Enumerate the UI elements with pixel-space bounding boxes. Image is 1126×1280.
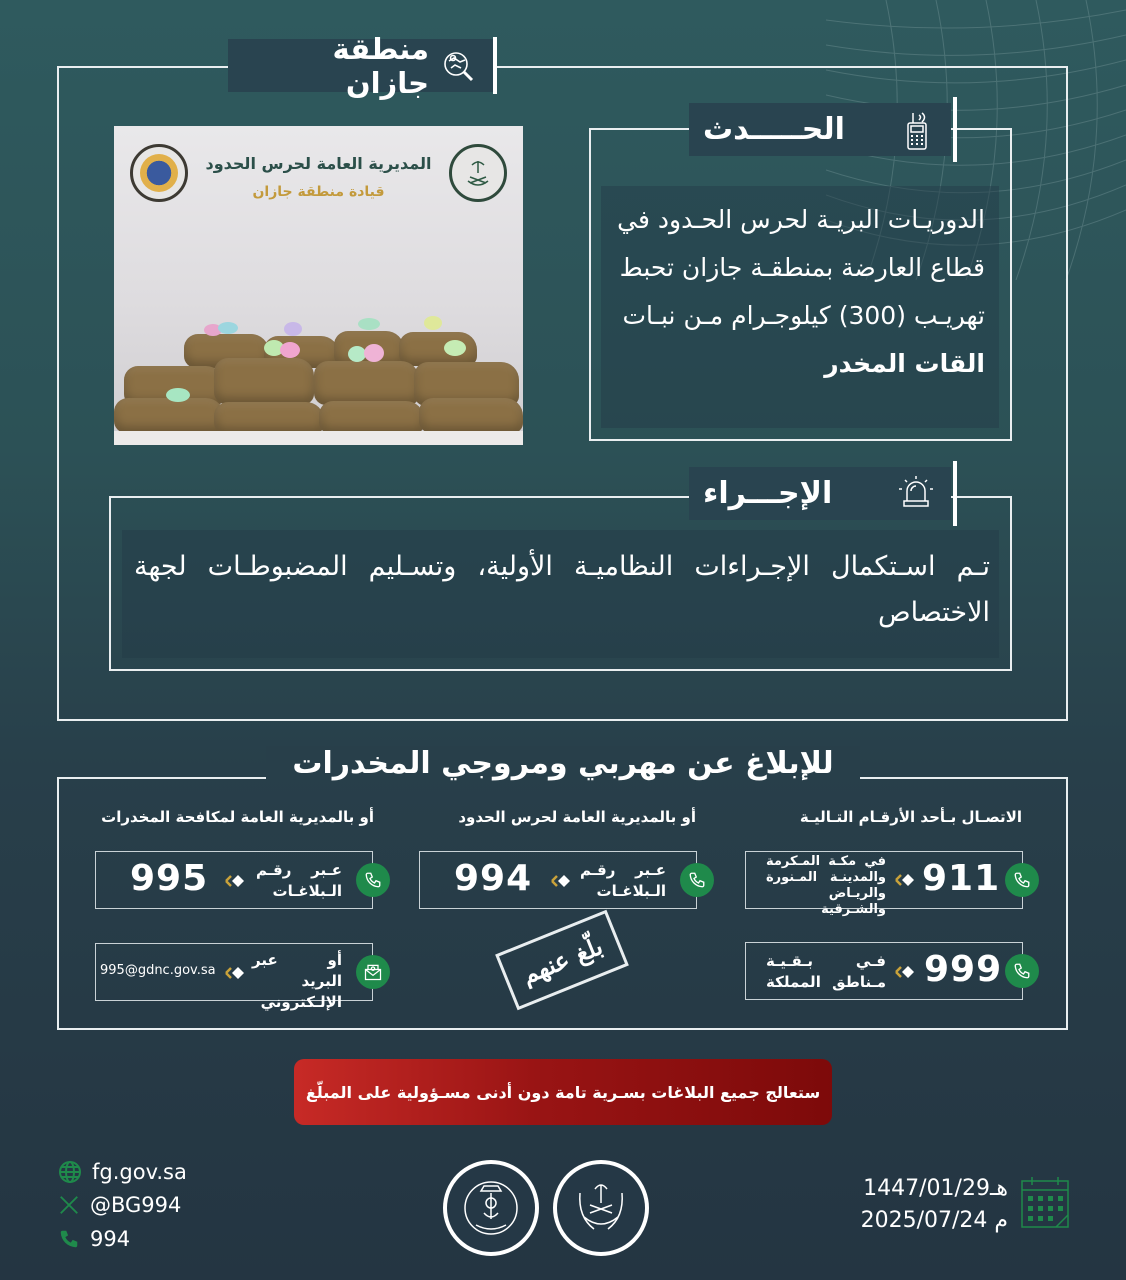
radio-walkie-talkie-icon xyxy=(905,111,931,155)
event-line-1: الدوريـات البريـة لحرس الحـدود في xyxy=(617,205,985,234)
hotline-994-label: عـبر رقـم الـبلاغـات xyxy=(580,861,666,900)
column-heading-border-guard: أو بالمديرية العامة لحرس الحدود xyxy=(458,808,696,826)
chevron-diamond-icon xyxy=(224,874,246,888)
hotline-911-card[interactable] xyxy=(745,851,1023,917)
column-heading-hotlines: الاتصـال بـأحد الأرقـام التـاليـة xyxy=(799,808,1022,826)
tag-bar xyxy=(493,37,497,94)
region-title: منطقة جازان xyxy=(332,31,429,100)
border-guard-emblem xyxy=(443,1160,539,1256)
x-handle-link[interactable]: @BG994 xyxy=(58,1193,181,1217)
hotline-999-card[interactable] xyxy=(745,942,1023,1000)
photo-header-subtitle: قيادة منطقة جازان xyxy=(252,184,385,200)
phone-icon xyxy=(58,1228,80,1250)
email-address[interactable]: 995@gdnc.gov.sa xyxy=(100,963,216,978)
tag-bar xyxy=(953,461,957,526)
action-label: الإجـــراء xyxy=(703,476,833,511)
report-title: للإبلاغ عن مهربي ومروجي المخدرات xyxy=(0,746,1126,781)
hotline-999-number: 999 xyxy=(924,949,1003,990)
hotline-995-number: 995 xyxy=(130,858,209,899)
hotline-995-label: عـبر رقـم الـبلاغـات xyxy=(256,861,342,900)
event-text xyxy=(607,196,985,388)
photo-header-title: المديرية العامة لحرس الحدود xyxy=(205,154,432,173)
hotline-911-number: 911 xyxy=(922,858,1001,899)
tag-bar xyxy=(953,97,957,162)
chevron-diamond-icon xyxy=(224,966,246,980)
email-icon xyxy=(356,955,390,989)
hotline-995-card[interactable] xyxy=(95,851,373,909)
action-text: تـم اسـتكمال الإجـراءات النظاميـة الأولية، وتسـليم المضبوطـات لجهة الاختصاص xyxy=(134,551,990,628)
phone-icon xyxy=(1005,863,1039,897)
column-heading-narcotics-control: أو بالمديرية العامة لمكافحة المخدرات xyxy=(101,808,374,826)
date-gregorian: 2025/07/24 م xyxy=(860,1208,1008,1233)
chevron-diamond-icon xyxy=(550,874,572,888)
report-them-stamp: بلّغ عنهم xyxy=(495,910,629,1011)
event-line-3: تهريـب (300) كيلوجـرام مـن نبـات xyxy=(622,301,985,330)
phone-icon xyxy=(1005,954,1039,988)
confidentiality-banner: ستعالج جميع البلاغات بسـرية تامة دون أدنى مسـؤولية على المبلّغ xyxy=(294,1059,832,1125)
email-label: أو عبر البريد الإلـكتروني xyxy=(252,951,342,1011)
event-line-2: قطاع العارضة بمنطقـة جازان تحبط xyxy=(619,253,985,282)
event-label-tag xyxy=(689,103,951,156)
phone-icon xyxy=(680,863,714,897)
x-logo-icon xyxy=(58,1194,80,1216)
event-line-4: القات المخدر xyxy=(824,349,985,378)
chevron-diamond-icon xyxy=(894,965,916,979)
event-label: الحـــــدث xyxy=(703,112,845,147)
action-label-tag xyxy=(689,467,951,520)
phone-icon xyxy=(356,863,390,897)
map-search-icon xyxy=(441,49,475,87)
chevron-diamond-icon xyxy=(894,873,916,887)
phone-link[interactable]: 994 xyxy=(58,1227,130,1251)
hotline-999-label: فـي بـقـيـة مـناطق المملكة xyxy=(766,952,886,991)
hotline-994-card[interactable] xyxy=(419,851,697,909)
hotline-994-number: 994 xyxy=(454,858,533,899)
seizure-photo xyxy=(114,126,523,445)
siren-icon xyxy=(897,475,935,515)
calendar-icon xyxy=(1020,1175,1070,1229)
date-hijri: 1447/01/29هـ xyxy=(863,1176,1008,1201)
email-card[interactable] xyxy=(95,943,373,1011)
ministry-interior-emblem xyxy=(553,1160,649,1256)
website-link[interactable]: fg.gov.sa xyxy=(58,1160,187,1184)
globe-icon xyxy=(58,1160,82,1184)
hotline-911-label: في مكـة المـكرمة والمدينـة المـنورة والريـاض والشـرقية xyxy=(766,854,886,917)
region-title-tag xyxy=(228,31,493,100)
